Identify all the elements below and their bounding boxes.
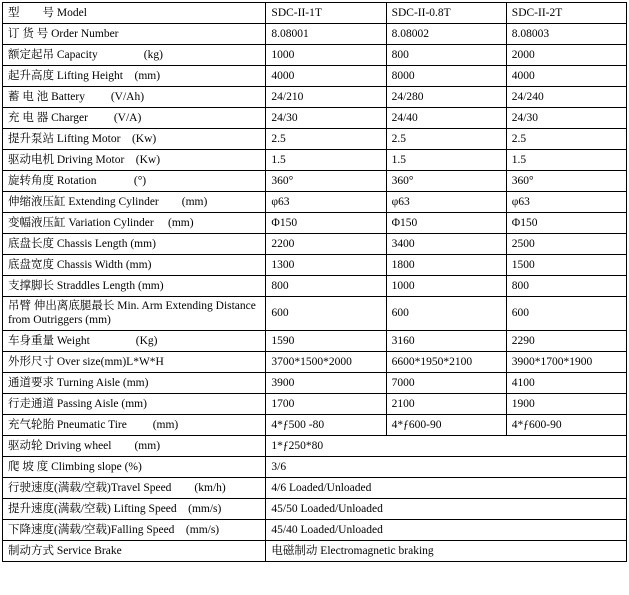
row-value-span: 45/40 Loaded/Unloaded (266, 519, 627, 540)
row-value-1: 1700 (266, 393, 386, 414)
row-value-1: 2.5 (266, 129, 386, 150)
row-value-3: 4*ƒ600-90 (506, 414, 626, 435)
table-row (3, 330, 627, 351)
row-value-3: 24/30 (506, 108, 626, 129)
row-label: 底盘宽度 Chassis Width (mm) (3, 255, 266, 276)
row-label: 爬 坡 度 Climbing slope (%) (3, 456, 266, 477)
row-value-2: 1800 (386, 255, 506, 276)
row-value-1: 3900 (266, 372, 386, 393)
row-value-2: 6600*1950*2100 (386, 351, 506, 372)
row-value-3: 1900 (506, 393, 626, 414)
row-value-1: 1000 (266, 45, 386, 66)
row-label: 旋转角度 Rotation (°) (3, 171, 266, 192)
row-value-3: 2290 (506, 330, 626, 351)
row-label: 外形尺寸 Over size(mm)L*W*H (3, 351, 266, 372)
table-row (3, 498, 627, 519)
table-row (3, 456, 627, 477)
row-value-2: SDC-II-0.8T (386, 3, 506, 24)
row-value-2: φ63 (386, 192, 506, 213)
table-row (3, 435, 627, 456)
row-label: 下降速度(满载/空载)Falling Speed (mm/s) (3, 519, 266, 540)
row-label: 充气轮胎 Pneumatic Tire (mm) (3, 414, 266, 435)
table-row (3, 3, 627, 24)
row-label: 伸缩液压缸 Extending Cylinder (mm) (3, 192, 266, 213)
row-label: 吊臂 伸出离底腿最长 Min. Arm Extending Distance from Outriggers (mm) (3, 297, 266, 331)
row-value-1: 1.5 (266, 150, 386, 171)
row-value-span: 4/6 Loaded/Unloaded (266, 477, 627, 498)
row-label: 行走通道 Passing Aisle (mm) (3, 393, 266, 414)
row-value-3: φ63 (506, 192, 626, 213)
table-row (3, 87, 627, 108)
row-label: 底盘长度 Chassis Length (mm) (3, 234, 266, 255)
row-label: 型 号 Model (3, 3, 266, 24)
row-value-2: 8000 (386, 66, 506, 87)
row-value-1: 4000 (266, 66, 386, 87)
row-label: 制动方式 Service Brake (3, 540, 266, 561)
table-row (3, 519, 627, 540)
row-value-1: 2200 (266, 234, 386, 255)
row-value-2: 4*ƒ600-90 (386, 414, 506, 435)
row-value-1: 4*ƒ500 -80 (266, 414, 386, 435)
row-label: 充 电 器 Charger (V/A) (3, 108, 266, 129)
row-value-3: 1.5 (506, 150, 626, 171)
row-value-2: 800 (386, 45, 506, 66)
row-label: 驱动电机 Driving Motor (Kw) (3, 150, 266, 171)
table-row (3, 351, 627, 372)
row-value-3: 2.5 (506, 129, 626, 150)
row-value-3: 800 (506, 276, 626, 297)
row-value-1: φ63 (266, 192, 386, 213)
row-value-2: Φ150 (386, 213, 506, 234)
row-value-1: 24/30 (266, 108, 386, 129)
row-label: 驱动轮 Driving wheel (mm) (3, 435, 266, 456)
row-label: 蓄 电 池 Battery (V/Ah) (3, 87, 266, 108)
row-value-1: 1300 (266, 255, 386, 276)
row-value-1: 600 (266, 297, 386, 331)
row-value-1: 800 (266, 276, 386, 297)
row-value-3: 2000 (506, 45, 626, 66)
row-label: 行驶速度(满载/空载)Travel Speed (km/h) (3, 477, 266, 498)
table-row (3, 255, 627, 276)
table-row (3, 393, 627, 414)
table-row (3, 150, 627, 171)
table-row (3, 24, 627, 45)
row-value-3: 4000 (506, 66, 626, 87)
row-value-2: 360° (386, 171, 506, 192)
table-row (3, 414, 627, 435)
row-label: 额定起吊 Capacity (kg) (3, 45, 266, 66)
row-value-3: 24/240 (506, 87, 626, 108)
row-label: 提升泵站 Lifting Motor (Kw) (3, 129, 266, 150)
row-value-span: 电磁制动 Electromagnetic braking (266, 540, 627, 561)
row-value-3: 8.08003 (506, 24, 626, 45)
row-value-2: 1000 (386, 276, 506, 297)
row-value-1: SDC-II-1T (266, 3, 386, 24)
row-value-2: 1.5 (386, 150, 506, 171)
table-row (3, 372, 627, 393)
row-value-2: 8.08002 (386, 24, 506, 45)
row-value-1: 24/210 (266, 87, 386, 108)
table-row (3, 234, 627, 255)
table-row (3, 297, 627, 331)
table-row (3, 540, 627, 561)
table-body (3, 3, 627, 562)
table-row (3, 171, 627, 192)
row-value-1: 1590 (266, 330, 386, 351)
row-value-3: 360° (506, 171, 626, 192)
row-value-3: Φ150 (506, 213, 626, 234)
row-label: 车身重量 Weight (Kg) (3, 330, 266, 351)
table-row (3, 108, 627, 129)
row-value-span: 1*ƒ250*80 (266, 435, 627, 456)
row-value-2: 24/40 (386, 108, 506, 129)
row-value-3: 2500 (506, 234, 626, 255)
row-value-1: 360° (266, 171, 386, 192)
row-label: 订 货 号 Order Number (3, 24, 266, 45)
row-label: 通道要求 Turning Aisle (mm) (3, 372, 266, 393)
table-row (3, 192, 627, 213)
row-label: 变幅液压缸 Variation Cylinder (mm) (3, 213, 266, 234)
row-value-2: 3400 (386, 234, 506, 255)
row-value-1: 3700*1500*2000 (266, 351, 386, 372)
table-row (3, 129, 627, 150)
row-label: 起升高度 Lifting Height (mm) (3, 66, 266, 87)
table-row (3, 45, 627, 66)
row-value-3: SDC-II-2T (506, 3, 626, 24)
row-label: 支撑脚长 Straddles Length (mm) (3, 276, 266, 297)
row-value-3: 4100 (506, 372, 626, 393)
row-value-2: 600 (386, 297, 506, 331)
specifications-table (2, 2, 627, 562)
table-row (3, 477, 627, 498)
row-value-3: 3900*1700*1900 (506, 351, 626, 372)
row-value-3: 1500 (506, 255, 626, 276)
row-value-2: 3160 (386, 330, 506, 351)
table-row (3, 213, 627, 234)
row-value-1: Φ150 (266, 213, 386, 234)
row-value-2: 2.5 (386, 129, 506, 150)
table-row (3, 276, 627, 297)
row-value-3: 600 (506, 297, 626, 331)
row-label: 提升速度(满载/空载) Lifting Speed (mm/s) (3, 498, 266, 519)
row-value-2: 2100 (386, 393, 506, 414)
row-value-2: 7000 (386, 372, 506, 393)
row-value-2: 24/280 (386, 87, 506, 108)
row-value-1: 8.08001 (266, 24, 386, 45)
row-value-span: 3/6 (266, 456, 627, 477)
row-value-span: 45/50 Loaded/Unloaded (266, 498, 627, 519)
table-row (3, 66, 627, 87)
